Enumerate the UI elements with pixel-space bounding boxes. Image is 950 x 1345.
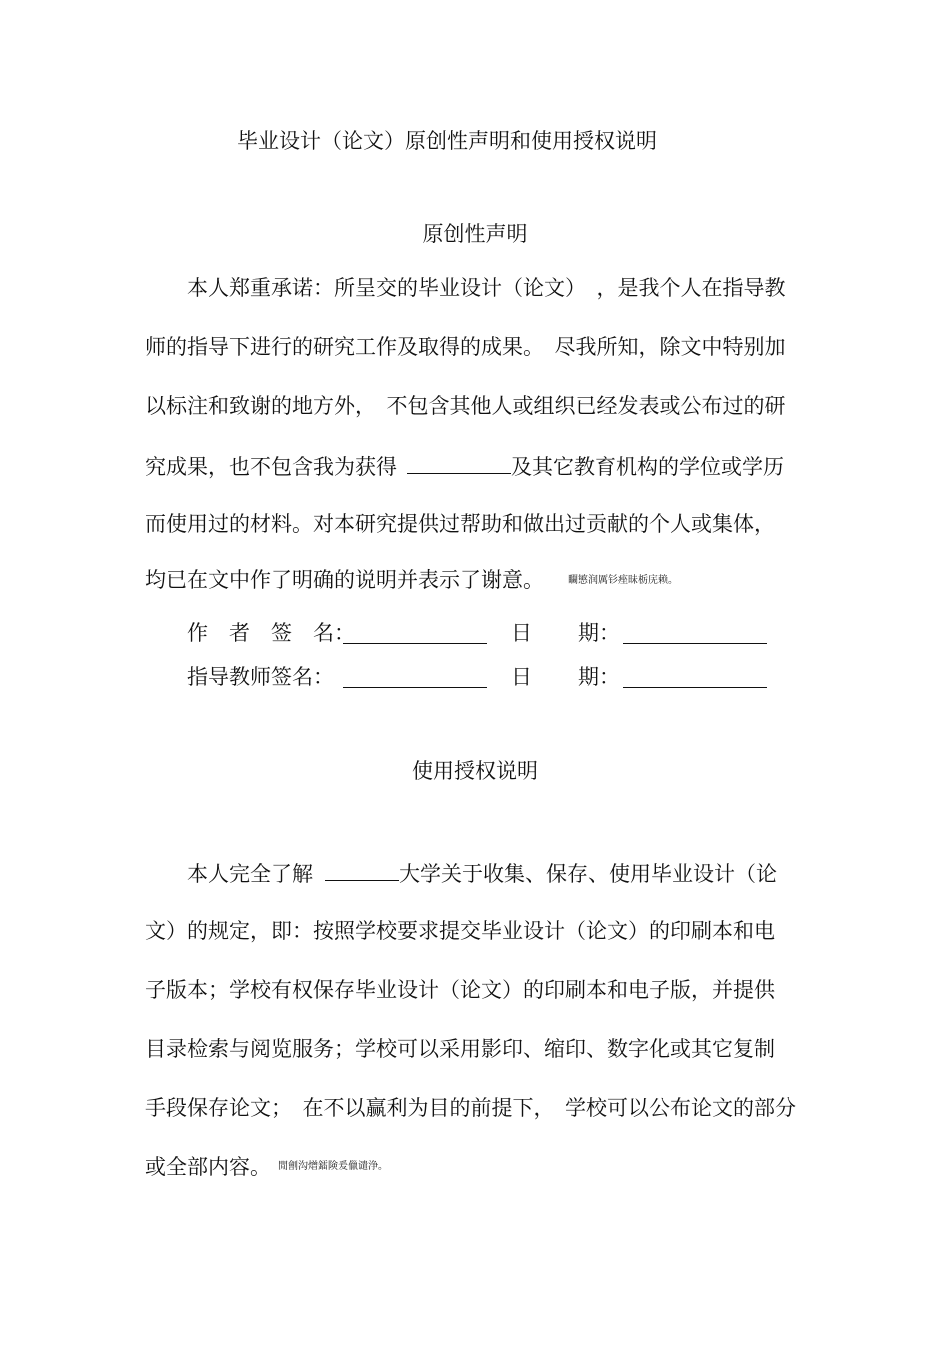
authorization-heading: 使用授权说明 <box>412 759 538 783</box>
advisor-signature-field[interactable] <box>343 687 487 688</box>
originality-line-4-prefix: 究成果，也不包含我为获得 <box>145 455 397 479</box>
authorization-line-1 <box>187 858 777 888</box>
garbled-note-2: 閒劊沟熷鐳険爰儠谴浄。 <box>278 1161 388 1172</box>
originality-heading: 原创性声明 <box>422 222 528 246</box>
authorization-line-3: 子版本；学校有权保存毕业设计（论文）的印刷本和电子版，并提供 <box>145 978 775 1002</box>
advisor-signature-label: 指导教师签名： <box>187 665 334 689</box>
date-label-char-2: 期： <box>578 665 620 689</box>
authorization-line-2: 文）的规定，即：按照学校要求提交毕业设计（论文）的印刷本和电 <box>145 919 775 943</box>
originality-line-1: 本人郑重承诺：所呈交的毕业设计（论文） ，是我个人在指导教 <box>187 276 786 300</box>
authorization-line-4: 目录检索与阅览服务；学校可以采用影印、缩印、数字化或其它复制 <box>145 1037 775 1061</box>
date-label-char-2: 期： <box>578 621 620 645</box>
originality-line-3: 以标注和致谢的地方外， 不包含其他人或组织已经发表或公布过的研 <box>145 394 786 418</box>
originality-line-2: 师的指导下进行的研究工作及取得的成果。 尽我所知，除文中特别加 <box>145 335 786 359</box>
originality-line-5: 而使用过的材料。对本研究提供过帮助和做出过贡献的个人或集体， <box>145 512 775 536</box>
originality-line-4 <box>145 451 784 481</box>
author-signature-field[interactable] <box>343 643 487 644</box>
university-blank[interactable] <box>325 858 399 881</box>
author-date-field[interactable] <box>623 643 767 644</box>
authorization-line-5: 手段保存论文； 在不以赢利为目的前提下， 学校可以公布论文的部分 <box>145 1096 796 1120</box>
degree-blank[interactable] <box>407 451 511 474</box>
main-title: 毕业设计（论文）原创性声明和使用授权说明 <box>237 129 657 153</box>
date-label-char-1: 日 <box>511 665 532 689</box>
advisor-signature-row <box>187 663 787 691</box>
originality-line-4-suffix: 及其它教育机构的学位或学历 <box>511 455 784 479</box>
originality-line-6: 均已在文中作了明确的说明并表示了谢意。 <box>145 568 544 592</box>
authorization-line-6: 或全部内容。 <box>145 1155 271 1179</box>
authorization-line-1-suffix: 大学关于收集、保存、使用毕业设计（论 <box>399 862 777 886</box>
advisor-date-field[interactable] <box>623 687 767 688</box>
authorization-line-1-prefix: 本人完全了解 <box>187 862 313 886</box>
date-label-char-1: 日 <box>511 621 532 645</box>
garbled-note-1: 矙慜润厲钐痤昧栃庑赖。 <box>568 575 678 586</box>
author-signature-label: 作 者 签 名： <box>187 621 355 645</box>
author-signature-row <box>187 619 787 647</box>
